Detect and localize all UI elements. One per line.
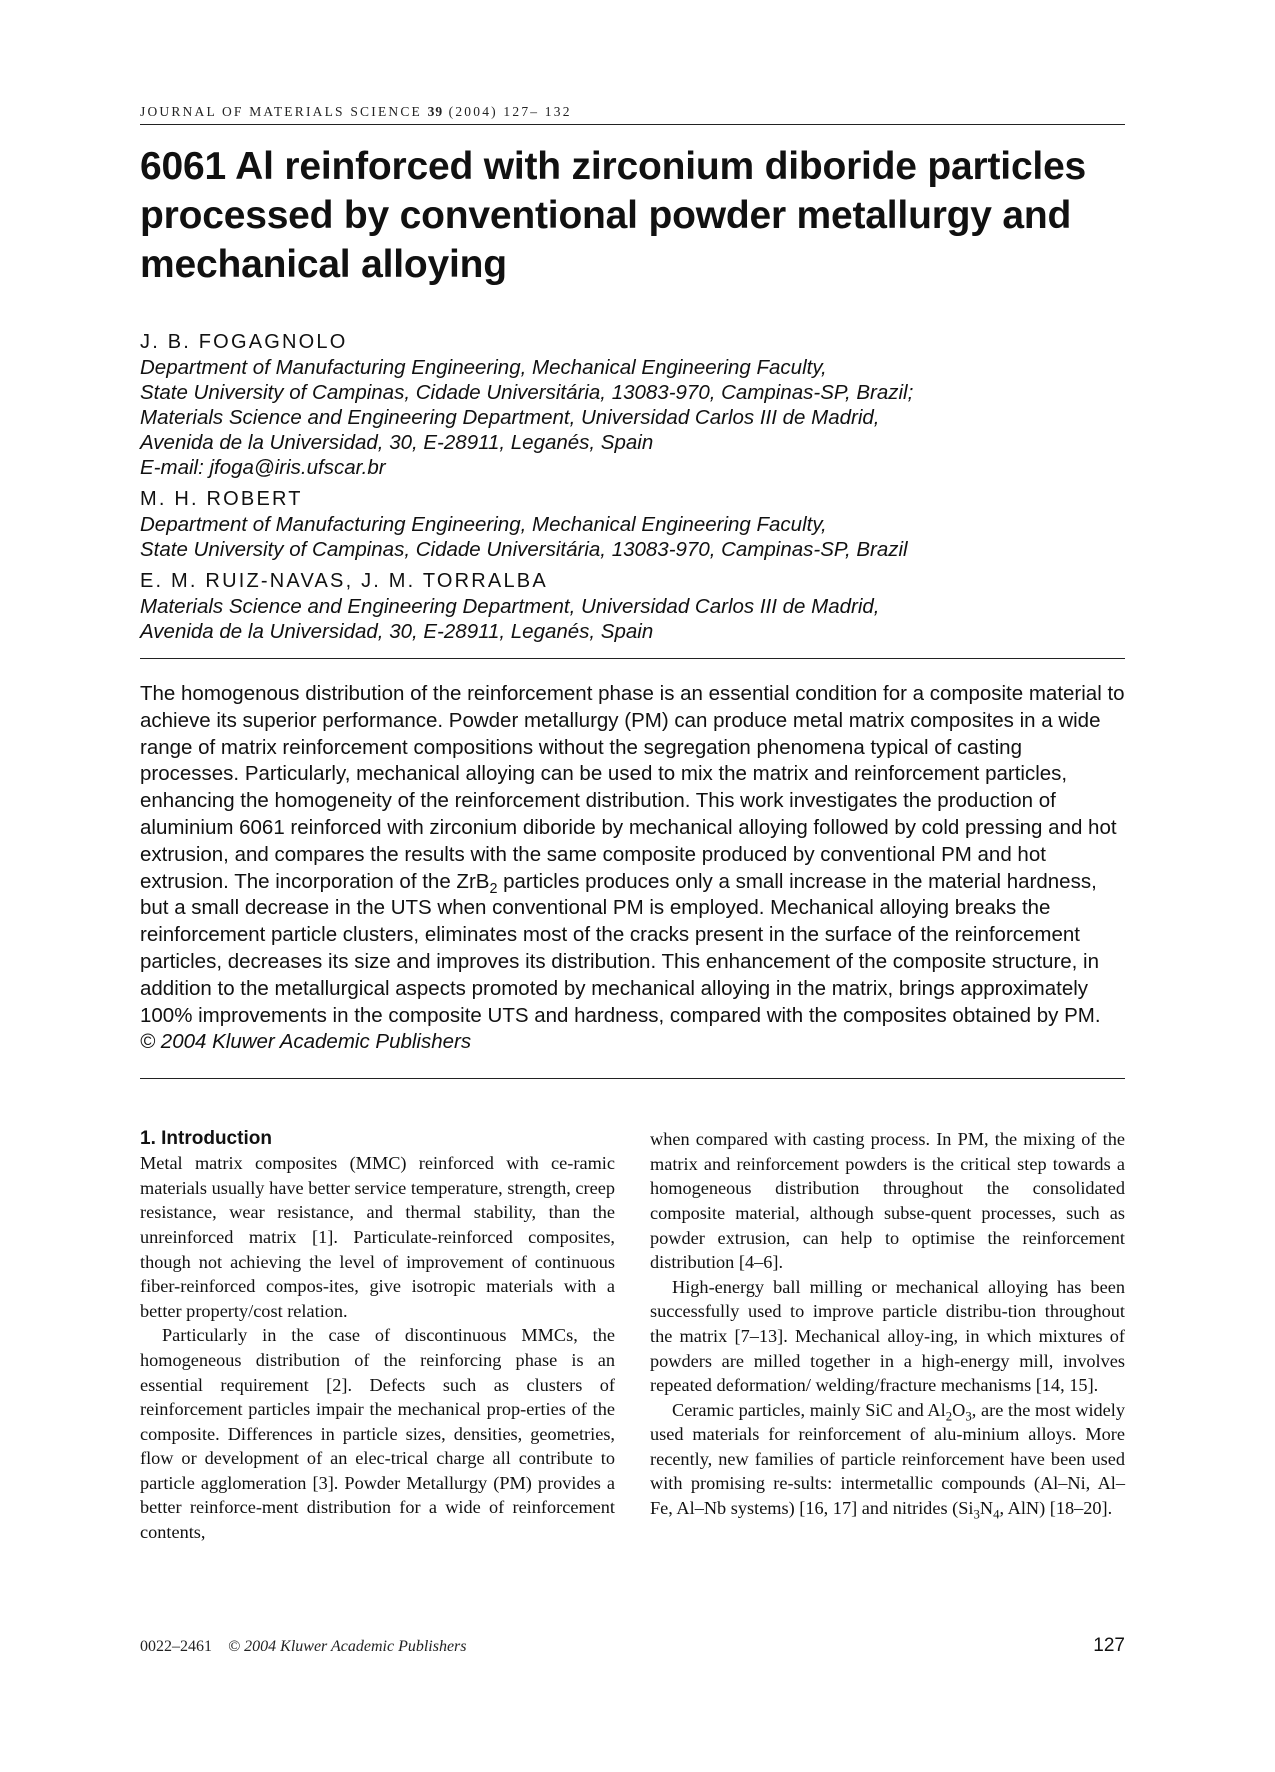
affiliation-line: State University of Campinas, Cidade Universitária, 13083-970, Campinas-SP, Brazil [140,538,908,561]
paper-page [140,104,1125,1545]
author-name: M. H. ROBERT [140,488,303,510]
paragraph: Metal matrix composites (MMC) reinforced with ce-ramic materials usually have better service temperature, strength, creep resistance, wear resistance, and thermal stability, than the unreinforced matrix [1]. Particulate-reinforced composites, though not achieving the level of improvement of continuous fiber-reinforced compos-ites, give isotropic materials with a better property/cost relation. [140,1153,615,1321]
author-name: E. M. RUIZ-NAVAS, J. M. TORRALBA [140,570,548,592]
abstract-top-rule [140,658,1125,659]
paragraph: High-energy ball milling or mechanical alloying has been successfully used to improve particle distribu-tion throughout the matrix [7–13]. Mechanical alloy-ing, in which mixtures of powders are milled together in a high-energy mill, involves repeated deformation/ welding/fracture mechanisms [14, 15]. [650,1276,1125,1396]
author-email: E-mail: jfoga@iris.ufscar.br [140,456,386,479]
affiliation-line: Avenida de la Universidad, 30, E-28911, Leganés, Spain [140,620,654,643]
paragraph: when compared with casting process. In PM, the mixing of the matrix and reinforcement powders is the critical step towards a homogeneous distribution throughout the consolidated composite material, although subse-quent processes, such as powder extrusion, can help to optimise the reinforcement distribution [4–6]. [650,1129,1125,1273]
abstract-text: The homogenous distribution of the reinforcement phase is an essential condition for a composite material to achieve its superior performance. Powder metallurgy (PM) can produce metal matrix composites in a wide range of matrix reinforcement compositions without the segregation phenomena typical of casting processes. Particularly, mechanical alloying can be used to mix the matrix and reinforcement particles, enhancing the homogeneity of the reinforcement distribution. This work investigates the production of aluminium 6061 reinforced with zirconium diboride by mechanical alloying followed by cold pressing and hot extrusion, and compares the results with the same composite produced by conventional PM and hot extrusion. The incorporation of the ZrB [140,682,1125,893]
affiliation-line: Materials Science and Engineering Department, Universidad Carlos III de Madrid, [140,406,880,429]
page-footer [140,1635,1125,1657]
page-number: 127 [1093,1635,1125,1656]
affiliation-line: Materials Science and Engineering Department, Universidad Carlos III de Madrid, [140,595,880,618]
section-heading: 1. Introduction [140,1128,272,1150]
abstract [140,681,1125,1056]
affiliation-line: Avenida de la Universidad, 30, E-28911, Leganés, Spain [140,431,654,454]
journal-volume: 39 [427,104,444,119]
subscript: 3 [973,1507,980,1522]
subscript: 2 [945,1409,953,1424]
body-columns [140,1127,1125,1545]
abstract-copyright: © 2004 Kluwer Academic Publishers [140,1030,472,1054]
paragraph-text: N [979,1498,994,1519]
author-block [140,486,1125,562]
subscript: 4 [993,1507,1000,1522]
affiliation-line: Department of Manufacturing Engineering, Mechanical Engineering Faculty, [140,356,827,379]
journal-name: JOURNAL OF MATERIALS SCIENCE [140,104,422,119]
affiliation-line: Department of Manufacturing Engineering, Mechanical Engineering Faculty, [140,513,827,536]
author-list [140,329,1125,644]
journal-running-header [140,104,1125,125]
author-block [140,568,1125,644]
abstract-bottom-rule [140,1078,1125,1079]
affiliation-line: State University of Campinas, Cidade Universitária, 13083-970, Campinas-SP, Brazil; [140,381,914,404]
journal-year-pages: (2004) 127– 132 [448,104,572,119]
paragraph-text: Ceramic particles, mainly SiC and Al [672,1399,946,1420]
paper-title: 6061 Al reinforced with zirconium diboride particles processed by conventional powder metallurgy and mechanical alloying [140,145,1087,286]
paragraph-text: , AlN) [18–20]. [999,1498,1113,1519]
footer-issn: 0022–2461 [140,1638,212,1655]
abstract-text: particles produces only a small increase in the material hardness, but a small decrease in the UTS when conventional PM is employed. Mechanical alloying breaks the reinforcement particle clusters, eliminates most of the cracks present in the surface of the reinforcement particles, decreases its size and improves its distribution. This enhancement of the composite structure, in addition to the metallurgical aspects promoted by mechanical alloying in the matrix, brings approximately 100% improvements in the composite UTS and hardness, compared with the composites obtained by PM. [140,869,1101,1027]
footer-copyright: © 2004 Kluwer Academic Publishers [228,1638,467,1655]
subscript: 3 [965,1409,972,1424]
paragraph: Particularly in the case of discontinuous MMCs, the homogeneous distribution of the reinforcing phase is an essential requirement [2]. Defects such as clusters of reinforcement particles impair the mechanical prop-erties of the composite. Differences in particle sizes, densities, geometries, flow or development of an elec-trical charge all contribute to particle agglomeration [3]. Powder Metallurgy (PM) provides a better reinforce-ment distribution for a wide of reinforcement contents, [140,1325,615,1543]
paragraph-text: , are the most widely used materials for reinforcement of alu-minium alloys. More recently, new families of particle reinforcement have been used with promising re-sults: intermetallic compounds (Al–Ni, Al–Fe, Al–Nb systems) [16, 17] and nitrides (Si [650,1399,1125,1519]
paragraph [650,1398,1125,1521]
author-name: J. B. FOGAGNOLO [140,331,348,353]
left-column [140,1127,615,1545]
subscript: 2 [489,880,498,897]
right-column [650,1127,1125,1545]
author-block [140,329,1125,480]
footer-citation [140,1638,467,1656]
paragraph-text: O [952,1399,966,1420]
